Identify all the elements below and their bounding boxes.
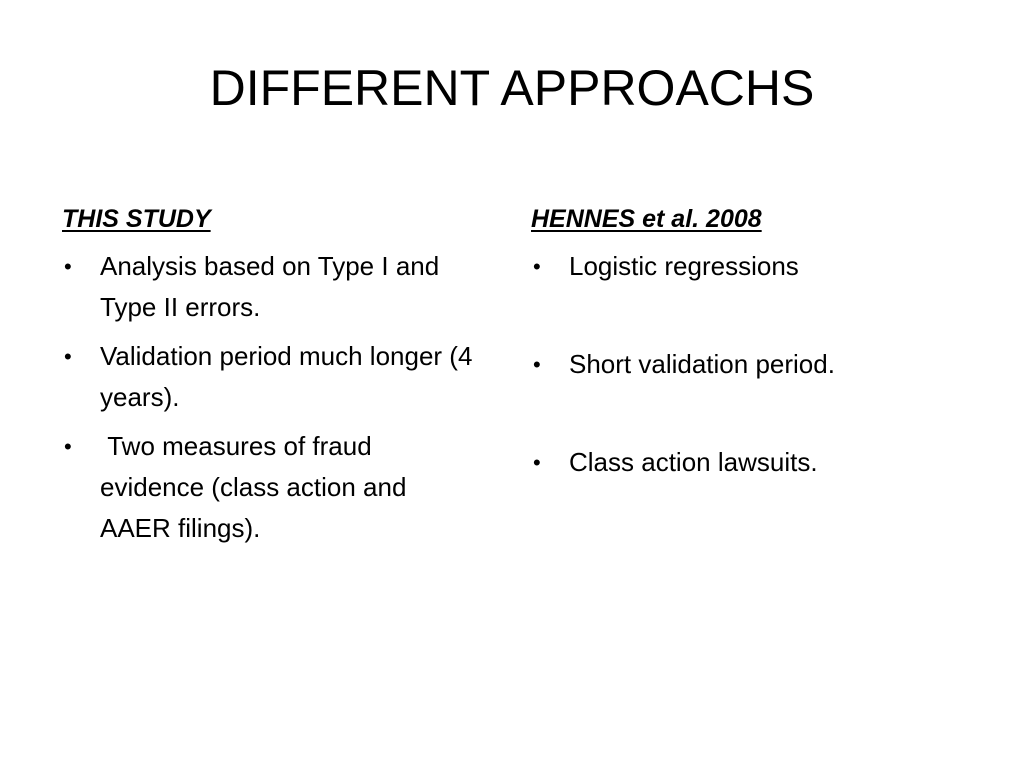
right-column-heading: HENNES et al. 2008	[531, 205, 762, 233]
right-bullet-list	[531, 246, 951, 483]
left-column-heading: THIS STUDY	[62, 205, 211, 233]
list-item	[62, 246, 482, 328]
left-column	[62, 200, 482, 557]
slide-title: DIFFERENT APPROACHS	[209, 60, 815, 116]
bullet-text: Analysis based on Type I and Type II errors.	[100, 251, 440, 322]
bullet-icon: •	[533, 254, 541, 279]
list-item	[531, 442, 951, 483]
bullet-icon: •	[64, 344, 72, 369]
list-item	[62, 336, 482, 418]
bullet-text: Short validation period.	[569, 349, 835, 379]
bullet-icon: •	[64, 254, 72, 279]
bullet-text: Class action lawsuits.	[569, 447, 818, 477]
list-item	[531, 344, 951, 385]
bullet-icon: •	[533, 450, 541, 475]
bullet-icon: •	[533, 352, 541, 377]
left-bullet-list	[62, 246, 482, 549]
right-column	[531, 200, 951, 540]
bullet-text: Validation period much longer (4 years).	[100, 341, 473, 412]
bullet-icon: •	[64, 434, 72, 459]
bullet-text: Two measures of fraud evidence (class action and AAER filings).	[100, 431, 413, 543]
list-item	[62, 426, 482, 549]
bullet-text: Logistic regressions	[569, 251, 799, 281]
list-item	[531, 246, 951, 287]
